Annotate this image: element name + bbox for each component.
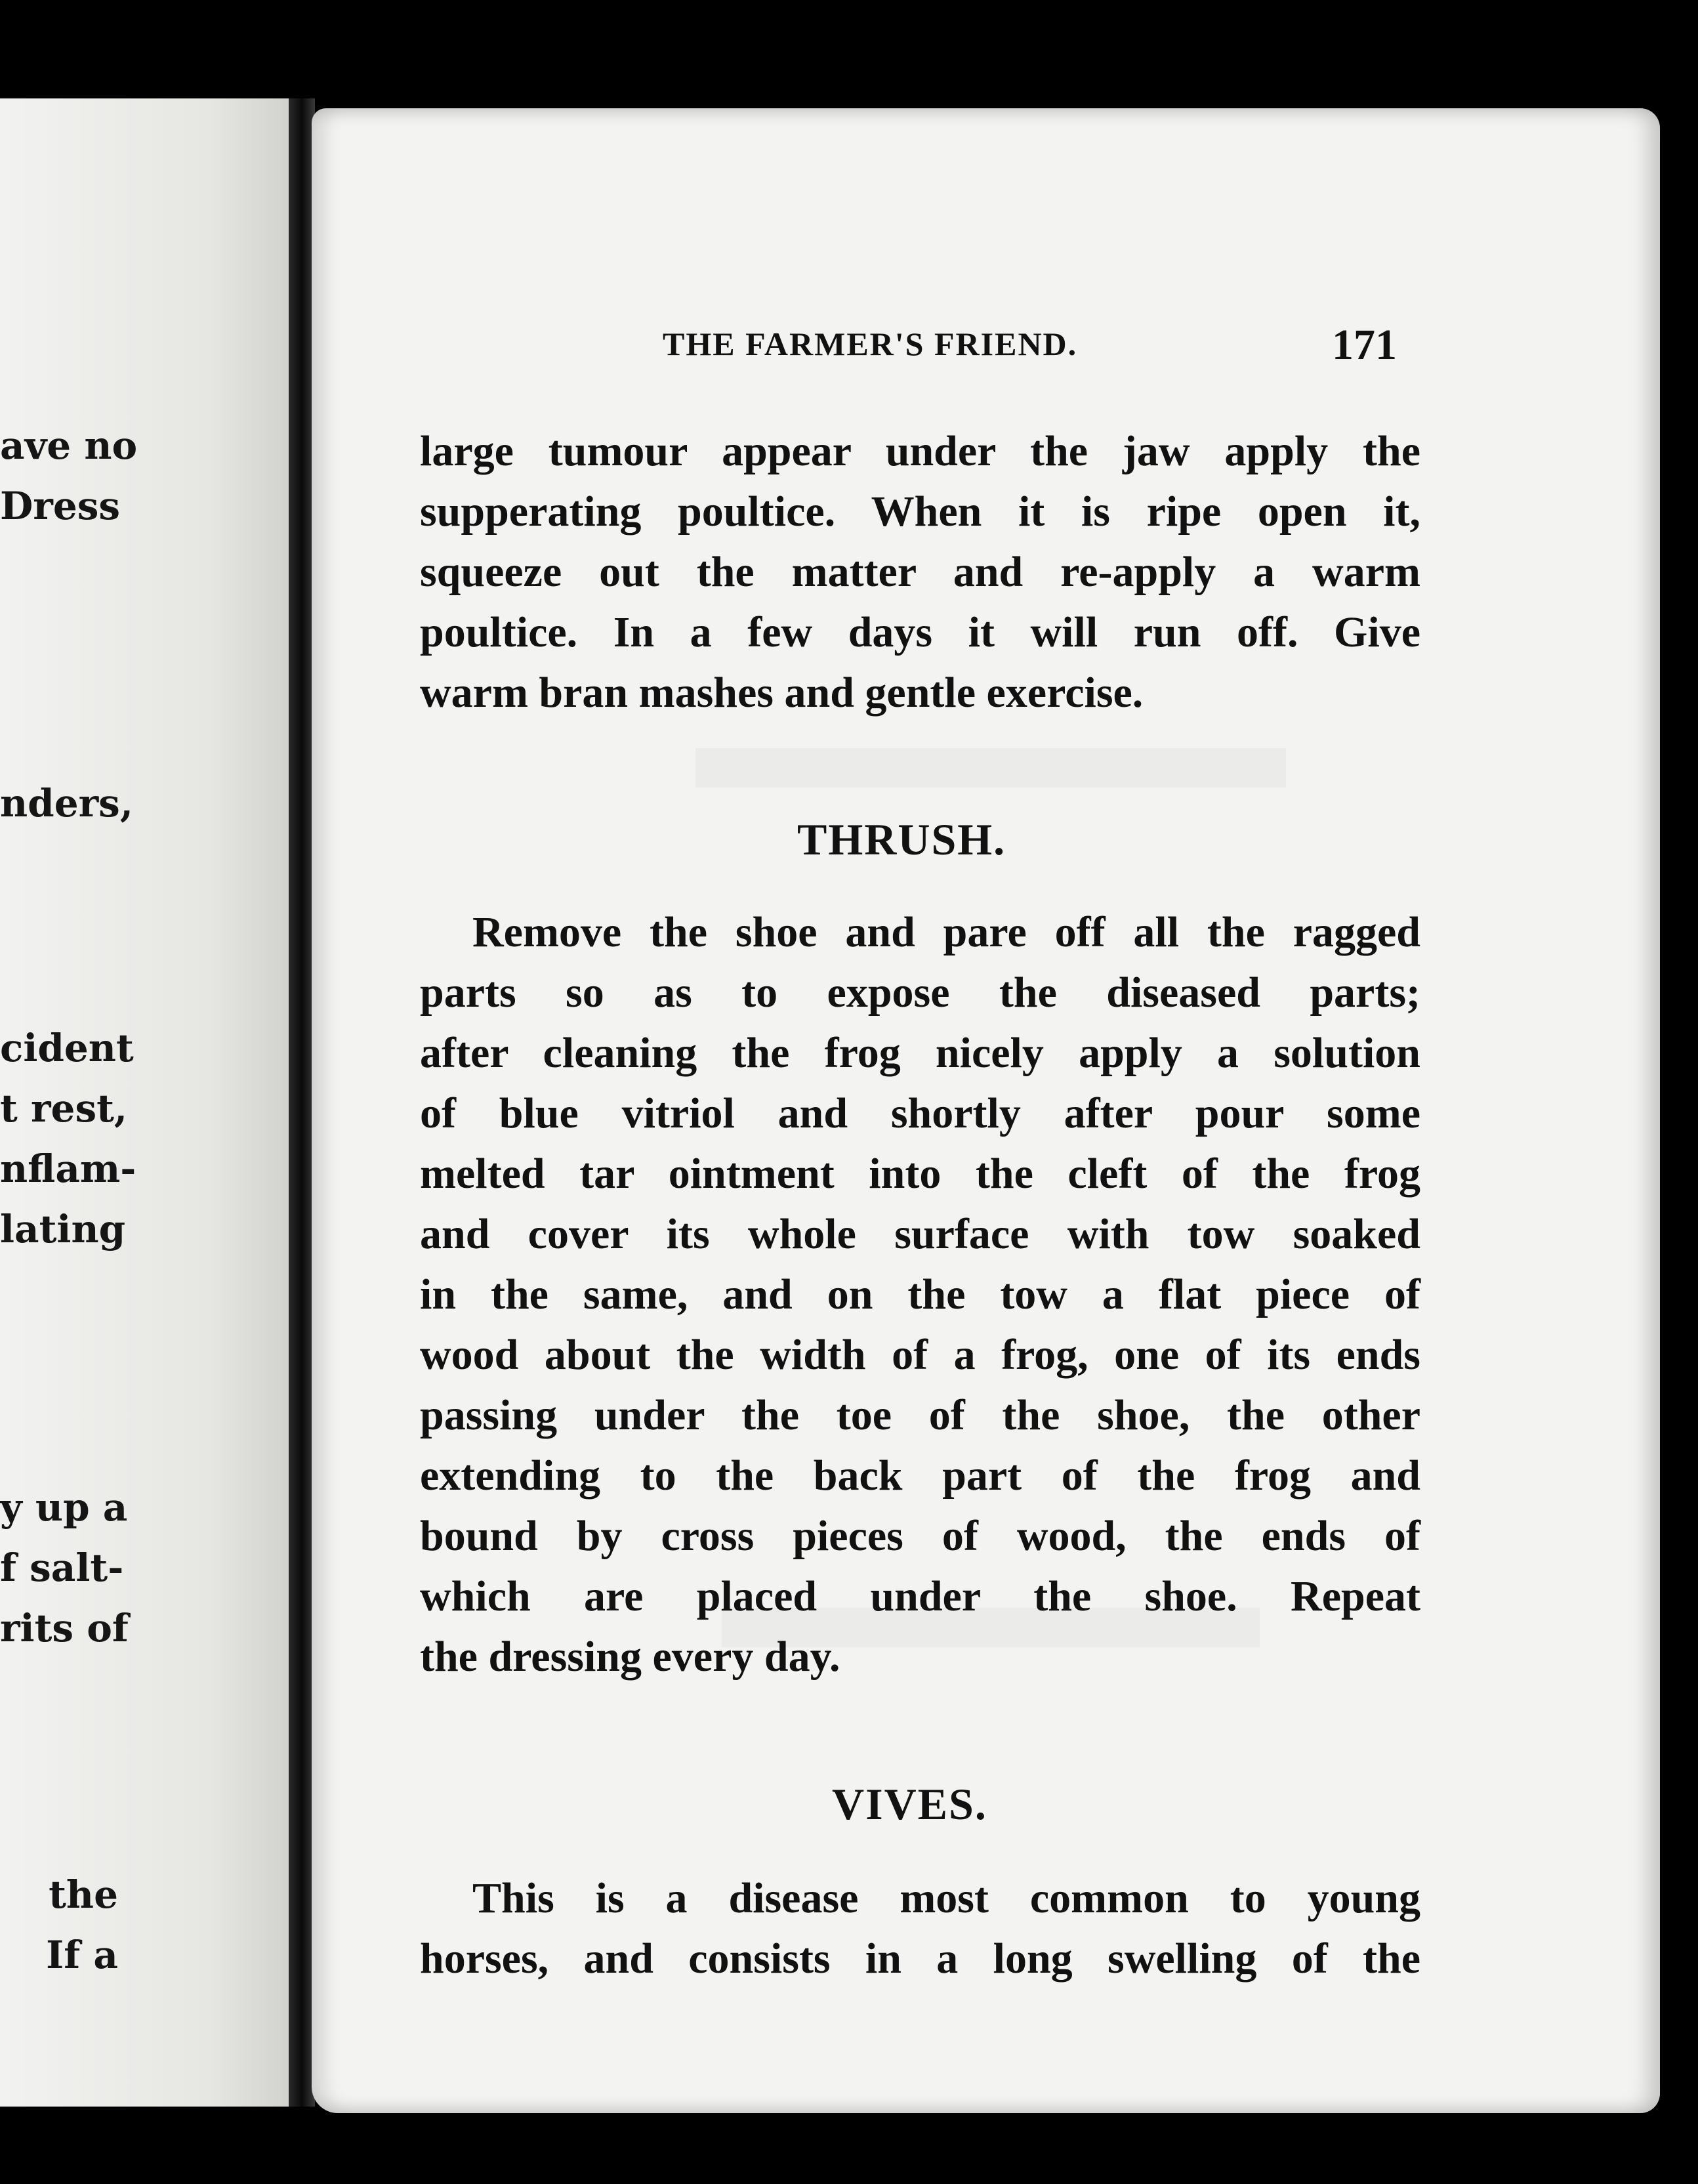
text-line: large tumour appear under the jaw apply the (420, 427, 1420, 475)
page-number: 171 (1332, 321, 1397, 369)
facing-page-line: y up a (0, 1485, 128, 1530)
text-line: parts so as to expose the diseased parts; (420, 969, 1420, 1017)
facing-page-line: cident (0, 1026, 134, 1070)
text-line: which are placed under the shoe. Repeat (420, 1572, 1420, 1620)
text-line: and cover its whole surface with tow soaked (420, 1210, 1420, 1258)
text-line: horses, and consists in a long swelling of the (420, 1935, 1420, 1983)
text-line: the dressing every day. (420, 1633, 840, 1681)
text-line: melted tar ointment into the cleft of the frog (420, 1150, 1420, 1198)
text-line: in the same, and on the tow a flat piece of (420, 1270, 1420, 1318)
section-heading-vives: VIVES. (832, 1779, 987, 1829)
section-heading-thrush: THRUSH. (797, 814, 1006, 864)
facing-page-line: lating (0, 1207, 126, 1251)
text-line: squeeze out the matter and re-apply a warm (420, 548, 1420, 596)
text-line: extending to the back part of the frog and (420, 1452, 1420, 1500)
show-through-mark (695, 748, 1286, 788)
facing-page-line: ave no (0, 423, 138, 468)
facing-page-line: Dress (0, 484, 121, 528)
facing-page-line: rits of (0, 1606, 129, 1650)
text-line: bound by cross pieces of wood, the ends of (420, 1512, 1420, 1560)
facing-page-line: f salt- (0, 1545, 124, 1590)
text-line: supperating poultice. When it is ripe open it, (420, 488, 1420, 536)
text-line: Remove the shoe and pare off all the ragged (472, 908, 1420, 956)
running-head: THE FARMER'S FRIEND. (663, 326, 1078, 362)
facing-page-line: nflam- (0, 1146, 136, 1191)
text-line: wood about the width of a frog, one of its ends (420, 1331, 1420, 1379)
text-line: of blue vitriol and shortly after pour some (420, 1089, 1420, 1137)
facing-page-line: the (49, 1872, 118, 1917)
facing-page-line: nders, (0, 781, 134, 826)
text-line: after cleaning the frog nicely apply a solution (420, 1029, 1420, 1077)
text-line: This is a disease most common to young (472, 1874, 1420, 1922)
facing-page-line: t rest, (0, 1086, 128, 1131)
text-line: passing under the toe of the shoe, the other (420, 1391, 1420, 1439)
book-gutter (289, 98, 315, 2107)
facing-page-line: If a (46, 1933, 118, 1977)
text-line: warm bran mashes and gentle exercise. (420, 669, 1144, 717)
text-line: poultice. In a few days it will run off. Give (420, 608, 1420, 656)
